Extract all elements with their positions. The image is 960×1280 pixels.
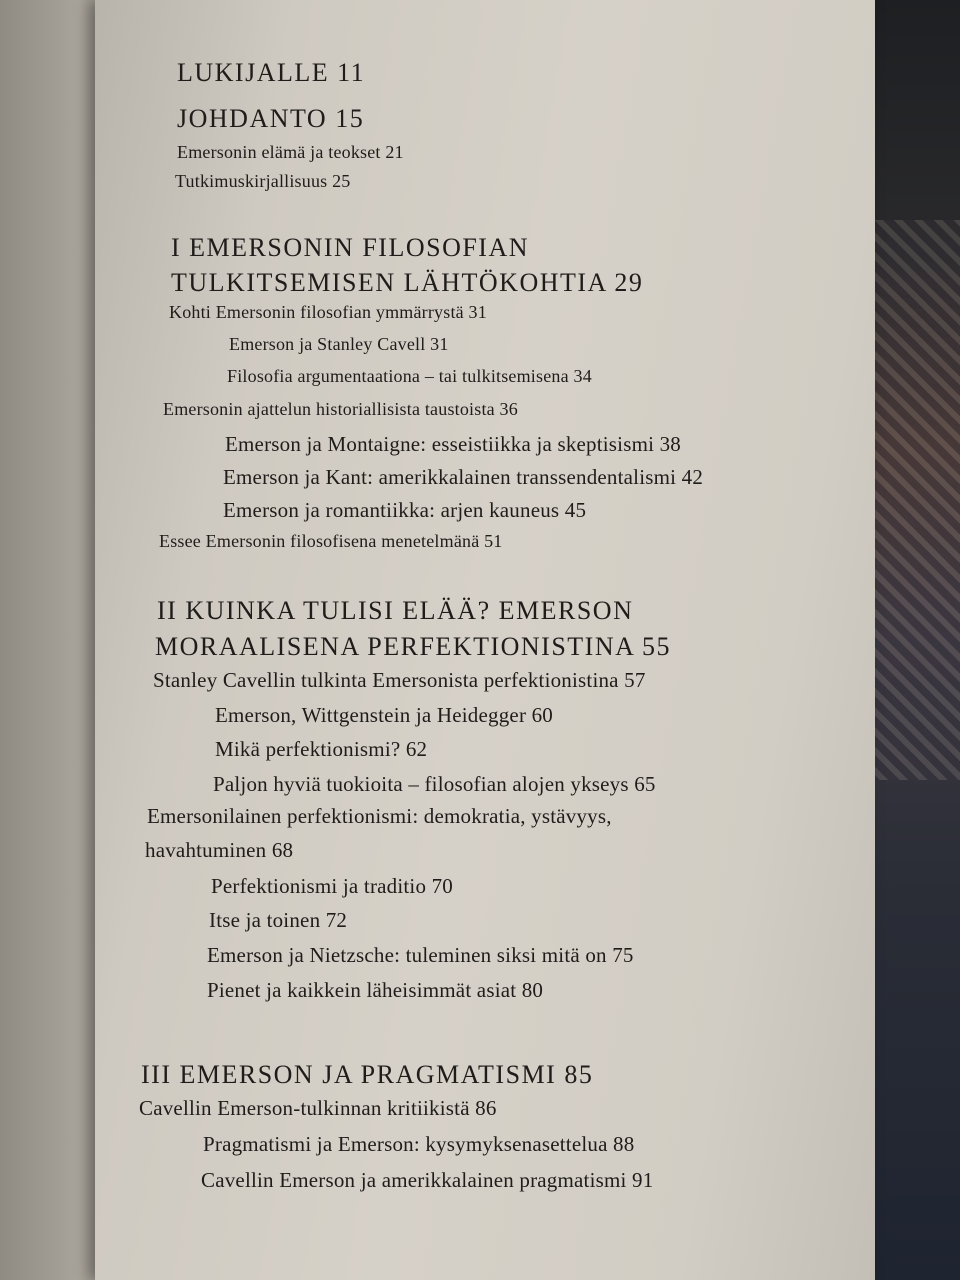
toc-subsection: Pienet ja kaikkein läheisimmät asiat 80	[207, 978, 544, 1002]
toc-section: Emersonilainen perfektionismi: demokratia, ystävyys,	[147, 804, 612, 828]
toc-subsection: Emerson ja Stanley Cavell 31	[229, 334, 449, 354]
toc-section: havahtuminen 68	[145, 838, 294, 862]
toc-section: Stanley Cavellin tulkinta Emersonista perfektionistina 57	[153, 668, 646, 692]
toc-section: Kohti Emersonin filosofian ymmärrystä 31	[169, 302, 487, 322]
toc-subsection: Emerson ja Kant: amerikkalainen transsendentalismi 42	[223, 465, 704, 489]
toc-section: Essee Emersonin filosofisena menetelmänä 51	[159, 531, 503, 551]
toc-subsection: Perfektionismi ja traditio 70	[211, 874, 454, 898]
toc-subsection: Itse ja toinen 72	[209, 908, 348, 932]
toc-heading: LUKIJALLE 11	[177, 58, 366, 87]
toc-section: Tutkimuskirjallisuus 25	[175, 171, 351, 191]
toc-subsection: Cavellin Emerson ja amerikkalainen pragmatismi 91	[201, 1168, 654, 1192]
toc-section: Cavellin Emerson-tulkinnan kritiikistä 86	[139, 1096, 497, 1120]
toc-heading: III EMERSON JA PRAGMATISMI 85	[141, 1060, 594, 1089]
toc-subsection: Paljon hyviä tuokioita – filosofian alojen ykseys 65	[213, 772, 656, 796]
toc-subsection: Emerson ja Montaigne: esseistiikka ja skeptisismi 38	[225, 432, 682, 456]
table-of-contents	[95, 0, 875, 1280]
toc-subsection: Emerson, Wittgenstein ja Heidegger 60	[215, 703, 553, 727]
toc-heading: II KUINKA TULISI ELÄÄ? EMERSON	[157, 596, 634, 625]
toc-section: Emersonin elämä ja teokset 21	[177, 142, 404, 162]
toc-heading: TULKITSEMISEN LÄHTÖKOHTIA 29	[171, 268, 644, 297]
background-pattern	[860, 220, 960, 780]
toc-heading: JOHDANTO 15	[177, 104, 365, 133]
toc-subsection: Filosofia argumentaationa – tai tulkitsemisena 34	[227, 366, 592, 386]
toc-subsection: Mikä perfektionismi? 62	[215, 737, 428, 761]
toc-subsection: Pragmatismi ja Emerson: kysymyksenasettelua 88	[203, 1132, 635, 1156]
toc-section: Emersonin ajattelun historiallisista taustoista 36	[163, 399, 518, 419]
book-page	[95, 0, 875, 1280]
toc-subsection: Emerson ja Nietzsche: tuleminen siksi mitä on 75	[207, 943, 634, 967]
toc-heading: MORAALISENA PERFEKTIONISTINA 55	[155, 632, 671, 661]
toc-subsection: Emerson ja romantiikka: arjen kauneus 45	[223, 498, 587, 522]
toc-heading: I EMERSONIN FILOSOFIAN	[171, 233, 530, 262]
